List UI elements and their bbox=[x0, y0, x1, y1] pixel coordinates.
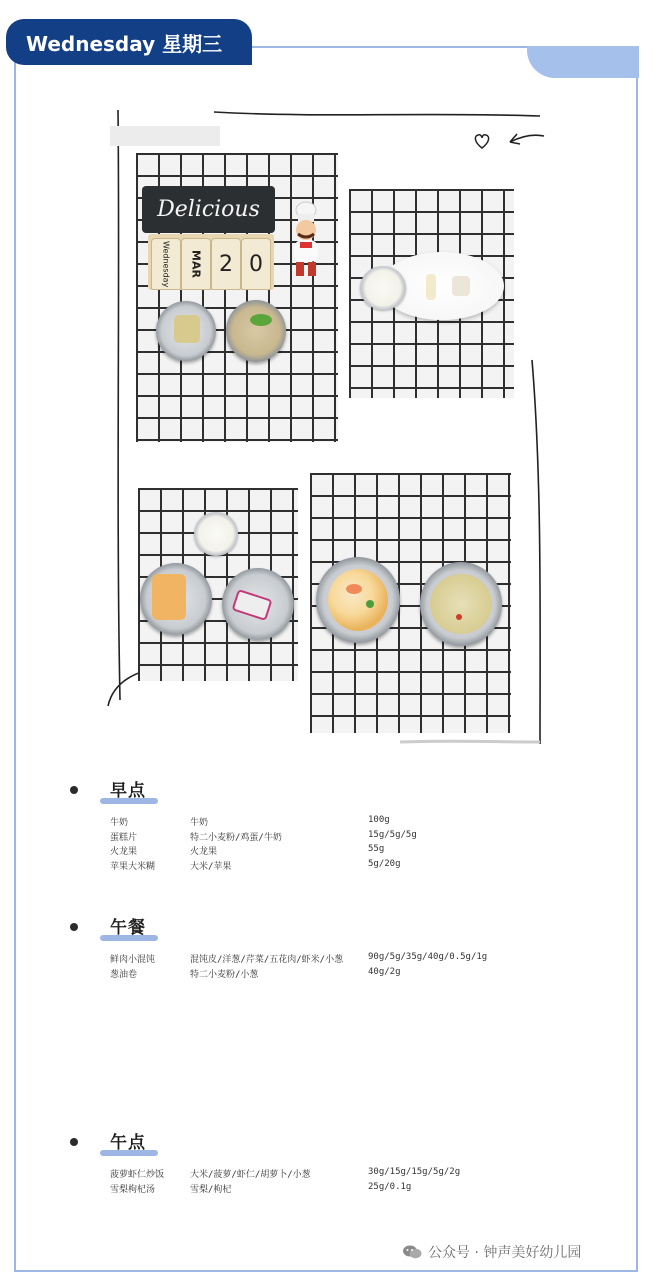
menu-row bbox=[110, 952, 590, 967]
dish-name: 鲜肉小混饨 bbox=[110, 955, 156, 965]
cake-slice bbox=[174, 315, 200, 343]
menu-row bbox=[110, 830, 590, 845]
day-title: Wednesday 星期三 bbox=[26, 31, 223, 56]
amounts: 90g/5g/35g/40g/0.5g/1g bbox=[368, 952, 488, 962]
menu-rows bbox=[110, 952, 590, 981]
section-lunch bbox=[70, 913, 590, 993]
watermark-text: 公众号 · 钟声美好幼儿园 bbox=[428, 1245, 582, 1261]
ingredients: 雪梨/枸杞 bbox=[190, 1184, 232, 1195]
amounts: 15g/5g/5g bbox=[368, 829, 417, 840]
bowl-dumplings bbox=[226, 300, 286, 362]
dish-name: 火龙果 bbox=[110, 847, 138, 857]
milk-cup-2 bbox=[194, 512, 238, 556]
ingredients: 大米/菠萝/虾仁/胡萝卜/小葱 bbox=[190, 1170, 311, 1180]
menu-row bbox=[110, 1167, 590, 1182]
ingredients: 火龙果 bbox=[190, 847, 218, 857]
ingredients: 特二小麦粉/鸡蛋/牛奶 bbox=[190, 832, 282, 843]
section-breakfast bbox=[70, 776, 590, 876]
ingredients: 特二小麦粉/小葱 bbox=[190, 969, 259, 980]
ingredients: 混饨皮/洋葱/芹菜/五花肉/虾米/小葱 bbox=[190, 955, 344, 965]
bullet-icon bbox=[70, 1138, 78, 1146]
amounts: 30g/15g/15g/5g/2g bbox=[368, 1167, 461, 1177]
dish-name: 苹果大米糊 bbox=[110, 861, 156, 872]
section-afternoon-snack bbox=[70, 1128, 590, 1208]
rice-portion bbox=[452, 276, 470, 296]
fried-rice bbox=[328, 569, 388, 631]
amounts: 5g/20g bbox=[368, 858, 401, 869]
dish-name: 蛋糕片 bbox=[110, 832, 138, 843]
chef-figurine bbox=[280, 200, 326, 282]
heart-doodle-icon bbox=[472, 132, 492, 150]
calendar-digit-2: 0 bbox=[249, 251, 263, 277]
chalkboard-sign bbox=[142, 186, 275, 233]
amounts: 40g/2g bbox=[368, 966, 401, 977]
menu-row bbox=[110, 1182, 590, 1197]
milk-cup bbox=[360, 266, 406, 310]
dish-name: 牛奶 bbox=[110, 818, 129, 828]
calendar-tag-digit1 bbox=[211, 238, 241, 290]
cake-stick bbox=[426, 274, 436, 300]
arrow-doodle-icon bbox=[504, 128, 546, 150]
calendar-day-label: Wednesday bbox=[161, 240, 171, 288]
pea-garnish bbox=[366, 600, 374, 608]
calendar-tag-digit2 bbox=[241, 238, 271, 290]
menu-rows bbox=[110, 815, 590, 873]
amounts: 25g/0.1g bbox=[368, 1181, 412, 1192]
menu-row bbox=[110, 859, 590, 874]
menu-rows bbox=[110, 1167, 590, 1196]
goji-garnish bbox=[456, 614, 462, 620]
bullet-icon bbox=[70, 786, 78, 794]
chalkboard-text: Delicious bbox=[157, 197, 260, 222]
section-title: 午点 bbox=[110, 1133, 146, 1153]
amounts: 55g bbox=[368, 844, 385, 854]
calendar-digit-1: 2 bbox=[219, 251, 233, 277]
bullet-icon bbox=[70, 923, 78, 931]
dish-name: 雪梨枸杞汤 bbox=[110, 1184, 156, 1195]
tape-strip bbox=[110, 126, 220, 146]
section-title: 午餐 bbox=[110, 918, 146, 938]
wechat-icon bbox=[402, 1245, 422, 1259]
pear-soup bbox=[430, 574, 492, 634]
calendar-tag-day bbox=[151, 238, 181, 290]
menu-row bbox=[110, 815, 590, 830]
menu-row bbox=[110, 967, 590, 982]
dish-name: 葱油卷 bbox=[110, 969, 138, 980]
ingredients: 大米/苹果 bbox=[190, 861, 232, 872]
melon-slices bbox=[152, 574, 186, 620]
ingredients: 牛奶 bbox=[190, 818, 209, 828]
dish-name: 菠萝虾仁炒饭 bbox=[110, 1170, 165, 1180]
calendar-month: MAR bbox=[189, 250, 203, 278]
dumpling-garnish bbox=[250, 314, 272, 326]
shrimp-garnish bbox=[346, 584, 362, 594]
calendar-tag-month bbox=[181, 238, 211, 290]
amounts: 100g bbox=[368, 815, 390, 825]
watermark bbox=[402, 1242, 581, 1262]
menu-row bbox=[110, 844, 590, 859]
section-title: 早点 bbox=[110, 781, 146, 801]
